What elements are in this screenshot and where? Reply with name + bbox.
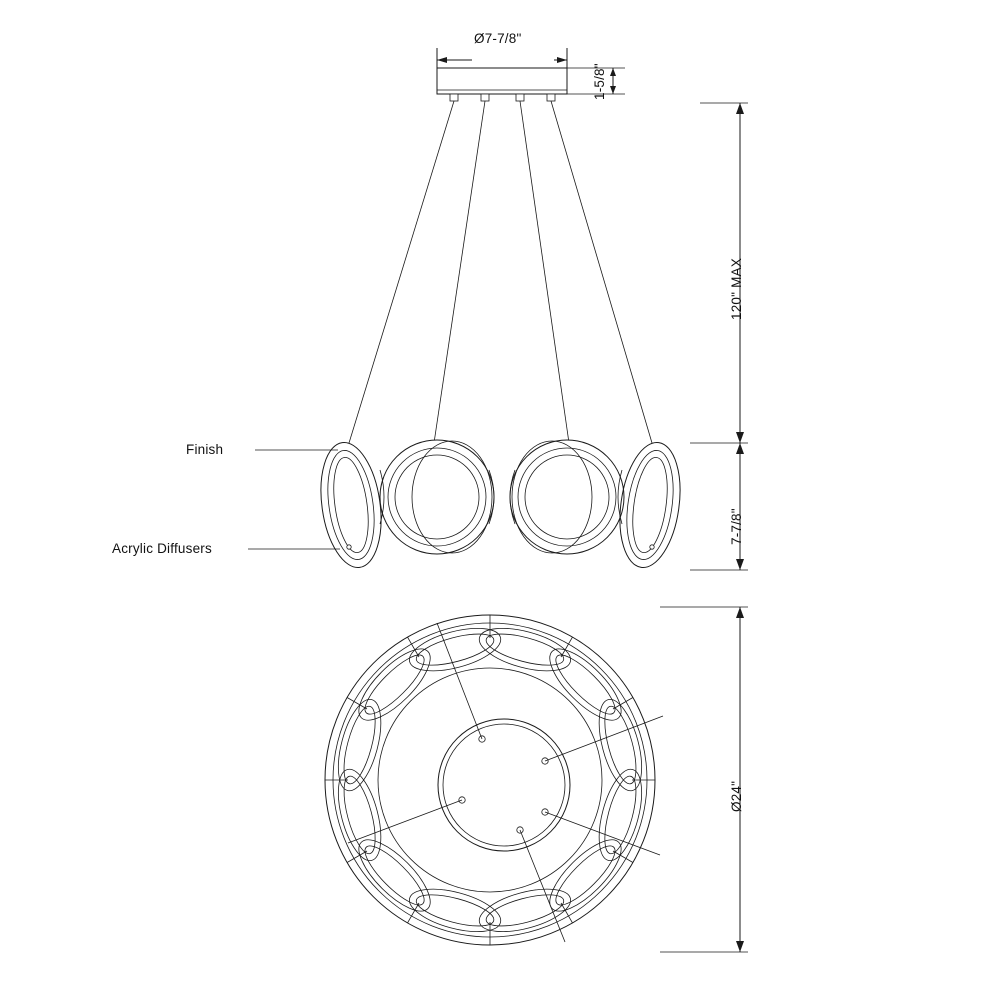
plan-cable-3 [545,812,660,855]
plan-dim-arrow-top [736,607,744,618]
dim-label-max-drop: 120" MAX [729,258,744,320]
canopy-dim-arrow-right [557,57,567,63]
dim-arrow-fh-top [736,443,744,454]
dim-label-fixture-height: 7-7/8" [729,508,744,545]
ring-outer-right-inner [621,447,680,562]
ring-left-front [380,440,494,554]
canopy-dim-arrow-left [437,57,447,63]
diffuser-outer-right [627,455,672,555]
dim-arrow-fh-bottom [736,559,744,570]
screw-outer-left [347,545,351,549]
cable-2 [434,101,485,443]
fixture-plan-view [325,615,663,945]
dim-label-canopy-diameter: Ø7-7/8" [474,31,522,46]
diffuser-outer-left [328,455,373,555]
ring-right-front [510,440,624,554]
plan-center-hub [438,719,570,851]
dim-arrow-120-top [736,103,744,114]
canopy-height-arrow-bottom [610,86,616,94]
ring-outer-left [314,439,389,572]
suspension-cables [349,101,652,443]
dim-arrow-120-bottom [736,432,744,443]
cable-1 [349,101,454,443]
plan-cable-1 [437,623,482,739]
callout-label-acrylic-diffusers: Acrylic Diffusers [112,541,212,556]
cable-nub-3 [516,94,524,101]
dim-label-canopy-height: 1-5/8" [592,63,607,100]
fixture-elevation [314,439,688,572]
ring-outer-left-inner [322,447,381,562]
screw-outer-right [650,545,654,549]
cable-3 [520,101,569,443]
cable-nub-1 [450,94,458,101]
cable-4 [551,101,652,443]
plan-dim-arrow-bottom [736,941,744,952]
cable-nub-2 [481,94,489,101]
elevation-dimensions [690,103,748,570]
canopy-height-arrow-top [610,68,616,76]
plan-cable-5 [348,800,462,843]
plan-dimensions [660,607,748,952]
dim-label-fixture-diameter: Ø24" [729,780,744,812]
callout-label-finish: Finish [186,442,224,457]
callout-leaders [248,450,340,549]
cable-nub-4 [547,94,555,101]
